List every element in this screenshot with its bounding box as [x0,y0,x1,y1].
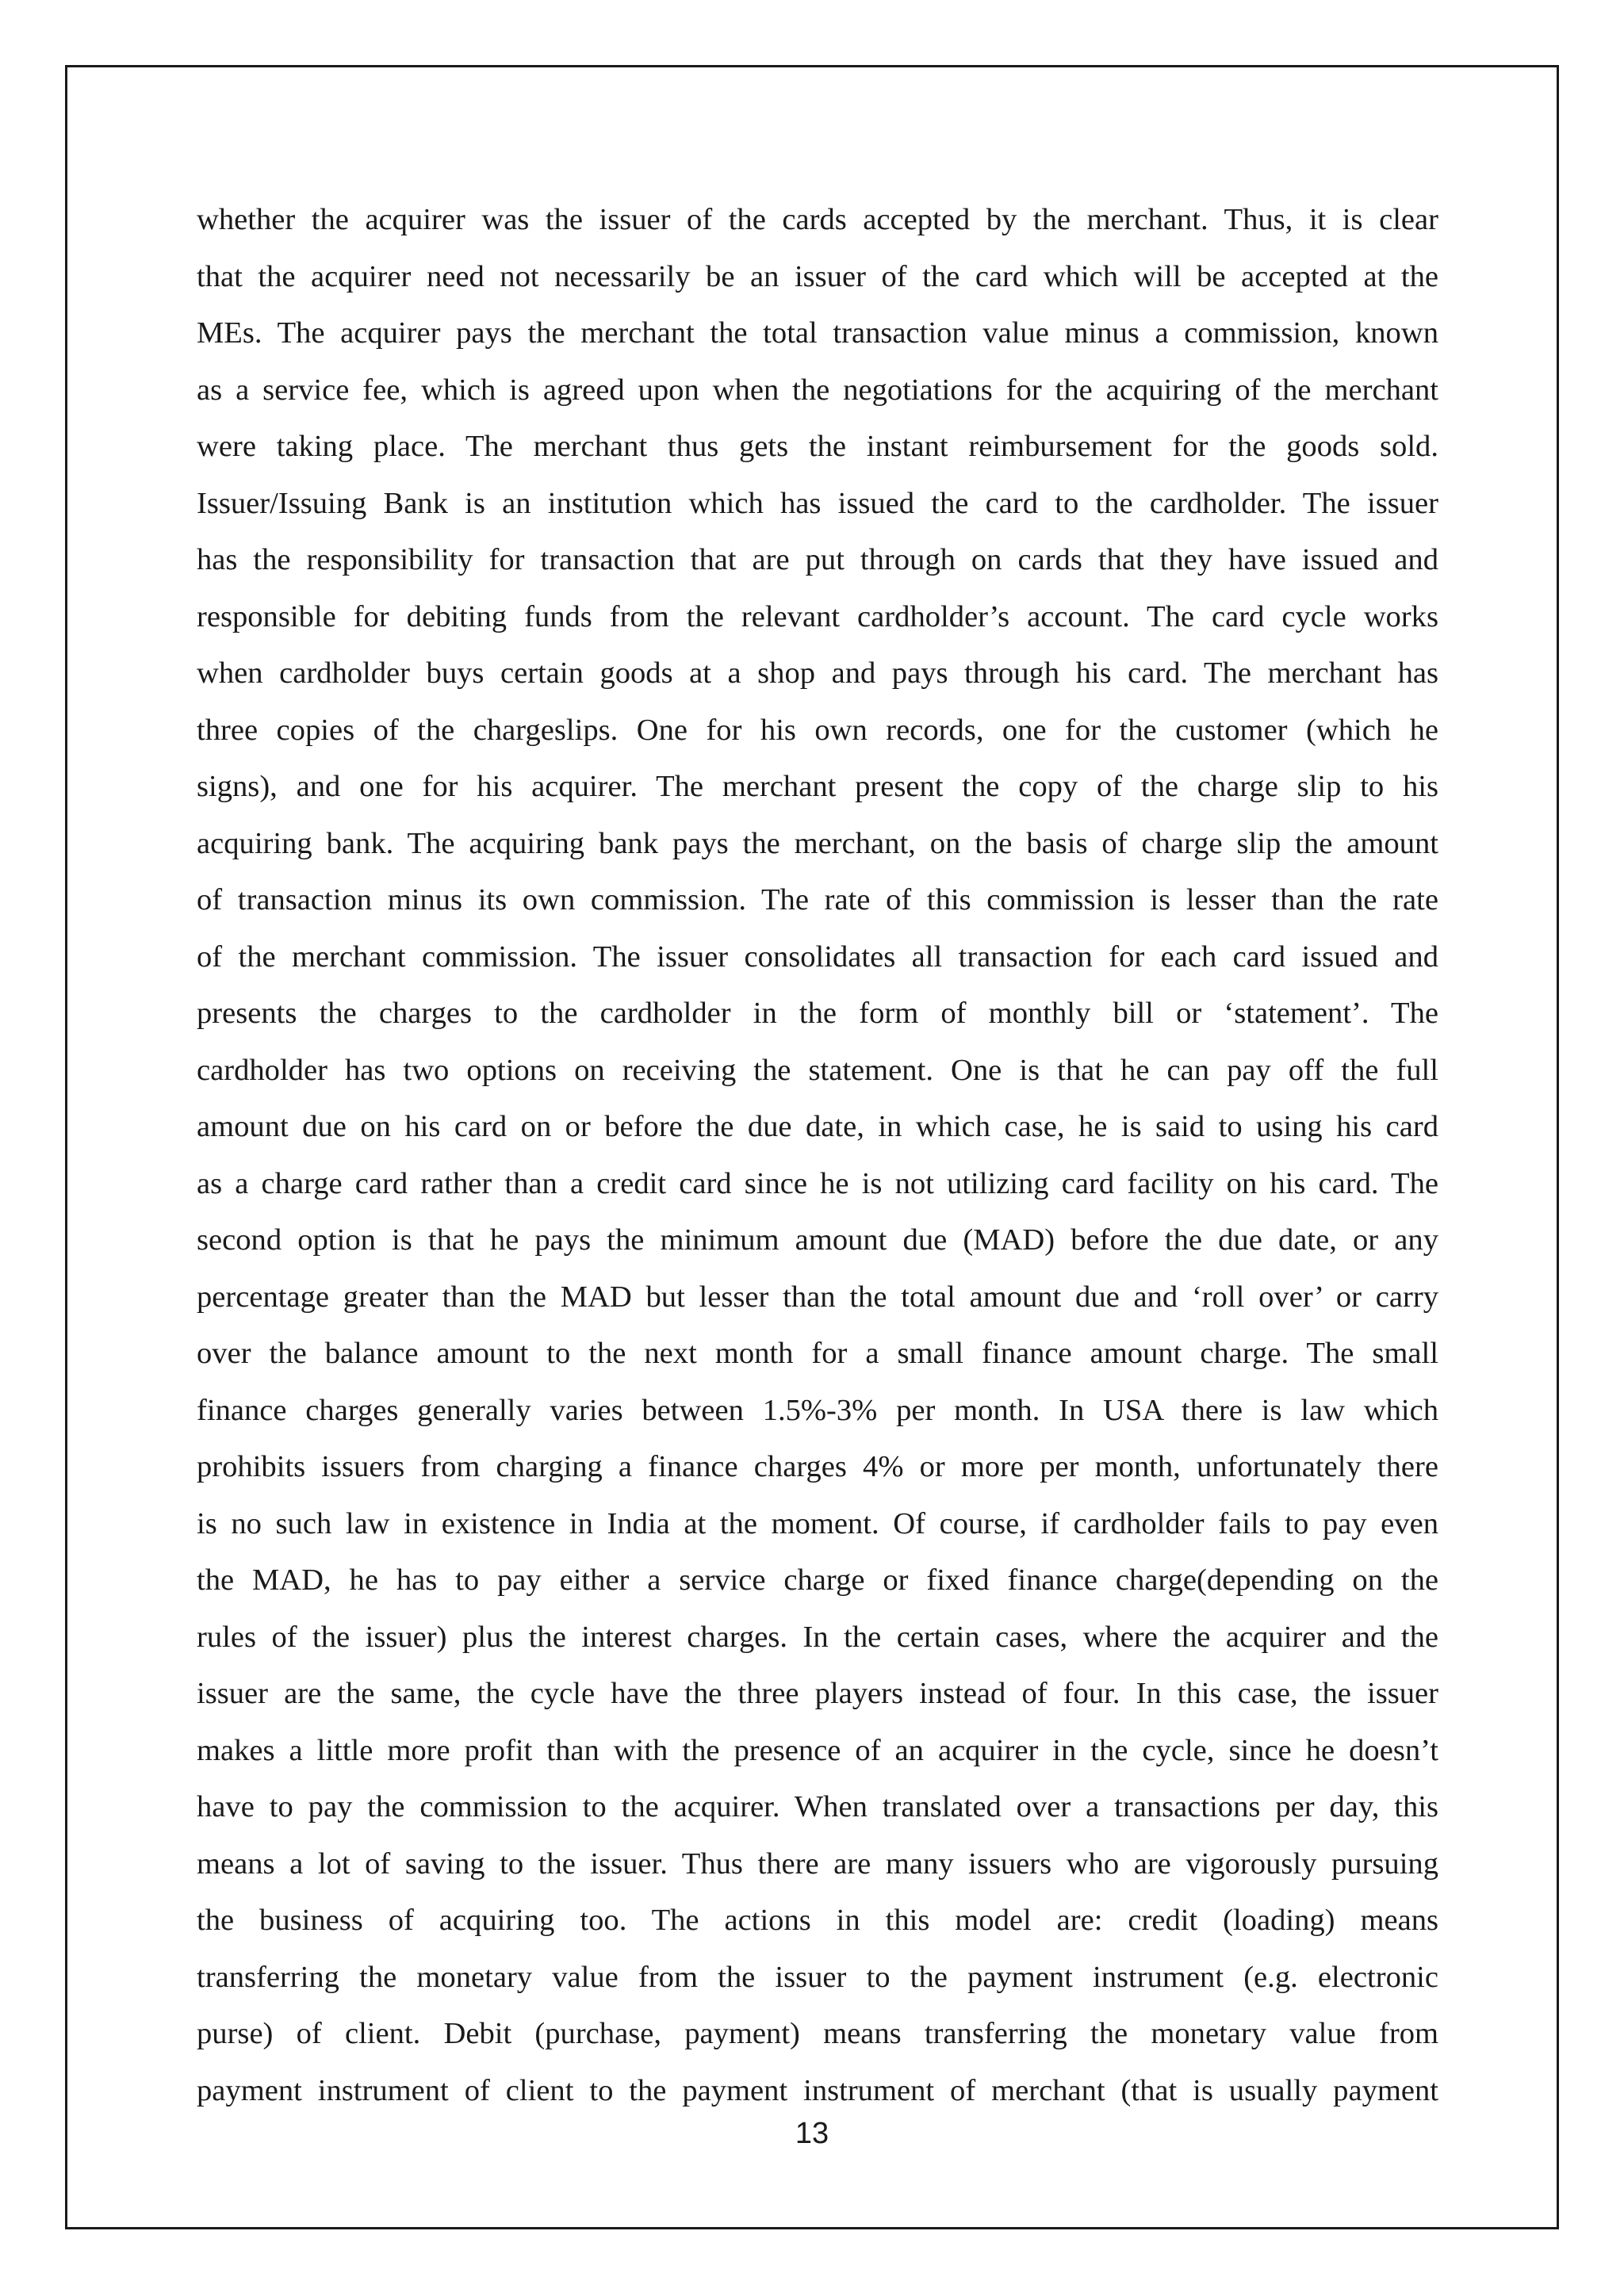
text-line: three copies of the chargeslips. One for his own records, one for the customer (which he [197,713,1438,747]
text-line: issuer are the same, the cycle have the three players instead of four. In this case, the issuer [197,1677,1438,1710]
text-line: acquiring bank. The acquiring bank pays the merchant, on the basis of charge slip the amount [197,826,1438,860]
text-line: the business of acquiring too. The actions in this model are: credit (loading) means [197,1904,1438,1937]
text-line: payment instrument of client to the payment instrument of merchant (that is usually payment [197,2073,1438,2107]
text-line: over the balance amount to the next month for a small finance amount charge. The small [197,1337,1438,1370]
text-line: amount due on his card on or before the due date, in which case, he is said to using his card [197,1110,1438,1143]
text-line: whether the acquirer was the issuer of the cards accepted by the merchant. Thus, it is clear [197,203,1438,236]
text-line: of transaction minus its own commission. The rate of this commission is lesser than the rate [197,883,1438,916]
text-line: of the merchant commission. The issuer consolidates all transaction for each card issued and [197,939,1438,974]
text-line: purse) of client. Debit (purchase, payment) means transferring the monetary value from [197,2017,1438,2050]
page-number: 13 [795,2117,829,2150]
text-line: when cardholder buys certain goods at a shop and pays through his card. The merchant has [197,656,1438,690]
text-line: transferring the monetary value from the issuer to the payment instrument (e.g. electronic [197,1960,1438,1994]
text-line: is no such law in existence in India at the moment. Of course, if cardholder fails to pay even [197,1506,1438,1540]
text-line: as a service fee, which is agreed upon when the negotiations for the acquiring of the merchant [197,373,1438,407]
text-line: presents the charges to the cardholder in the form of monthly bill or ‘statement’. The [197,997,1438,1030]
text-line: prohibits issuers from charging a finance charges 4% or more per month, unfortunately there [197,1450,1438,1483]
text-line: Issuer/Issuing Bank is an institution which has issued the card to the cardholder. The issuer [197,486,1438,520]
text-line: MEs. The acquirer pays the merchant the total transaction value minus a commission, known [197,316,1438,350]
body-text [197,192,1438,2119]
text-line: signs), and one for his acquirer. The merchant present the copy of the charge slip to his [197,770,1438,803]
text-line: responsible for debiting funds from the relevant cardholder’s account. The card cycle works [197,599,1438,633]
text-line: that the acquirer need not necessarily be an issuer of the card which will be accepted at the [197,259,1438,293]
text-line: second option is that he pays the minimum amount due (MAD) before the due date, or any [197,1223,1438,1257]
text-line: cardholder has two options on receiving the statement. One is that he can pay off the full [197,1053,1438,1087]
text-line: finance charges generally varies between 1.5%-3% per month. In USA there is law which [197,1393,1438,1427]
text-line: makes a little more profit than with the presence of an acquirer in the cycle, since he doesn’t [197,1733,1438,1767]
text-line: the MAD, he has to pay either a service charge or fixed finance charge(depending on the [197,1563,1438,1597]
text-line: have to pay the commission to the acquirer. When translated over a transactions per day, this [197,1790,1438,1823]
text-line: has the responsibility for transaction that are put through on cards that they have issued and [197,543,1438,576]
text-line: percentage greater than the MAD but lesser than the total amount due and ‘roll over’ or carry [197,1280,1438,1314]
text-line: were taking place. The merchant thus gets the instant reimbursement for the goods sold. [197,430,1438,463]
text-line: rules of the issuer) plus the interest charges. In the certain cases, where the acquirer and the [197,1620,1438,1654]
text-line: means a lot of saving to the issuer. Thus there are many issuers who are vigorously pursuing [197,1846,1438,1881]
text-line: as a charge card rather than a credit card since he is not utilizing card facility on his card. The [197,1166,1438,1200]
